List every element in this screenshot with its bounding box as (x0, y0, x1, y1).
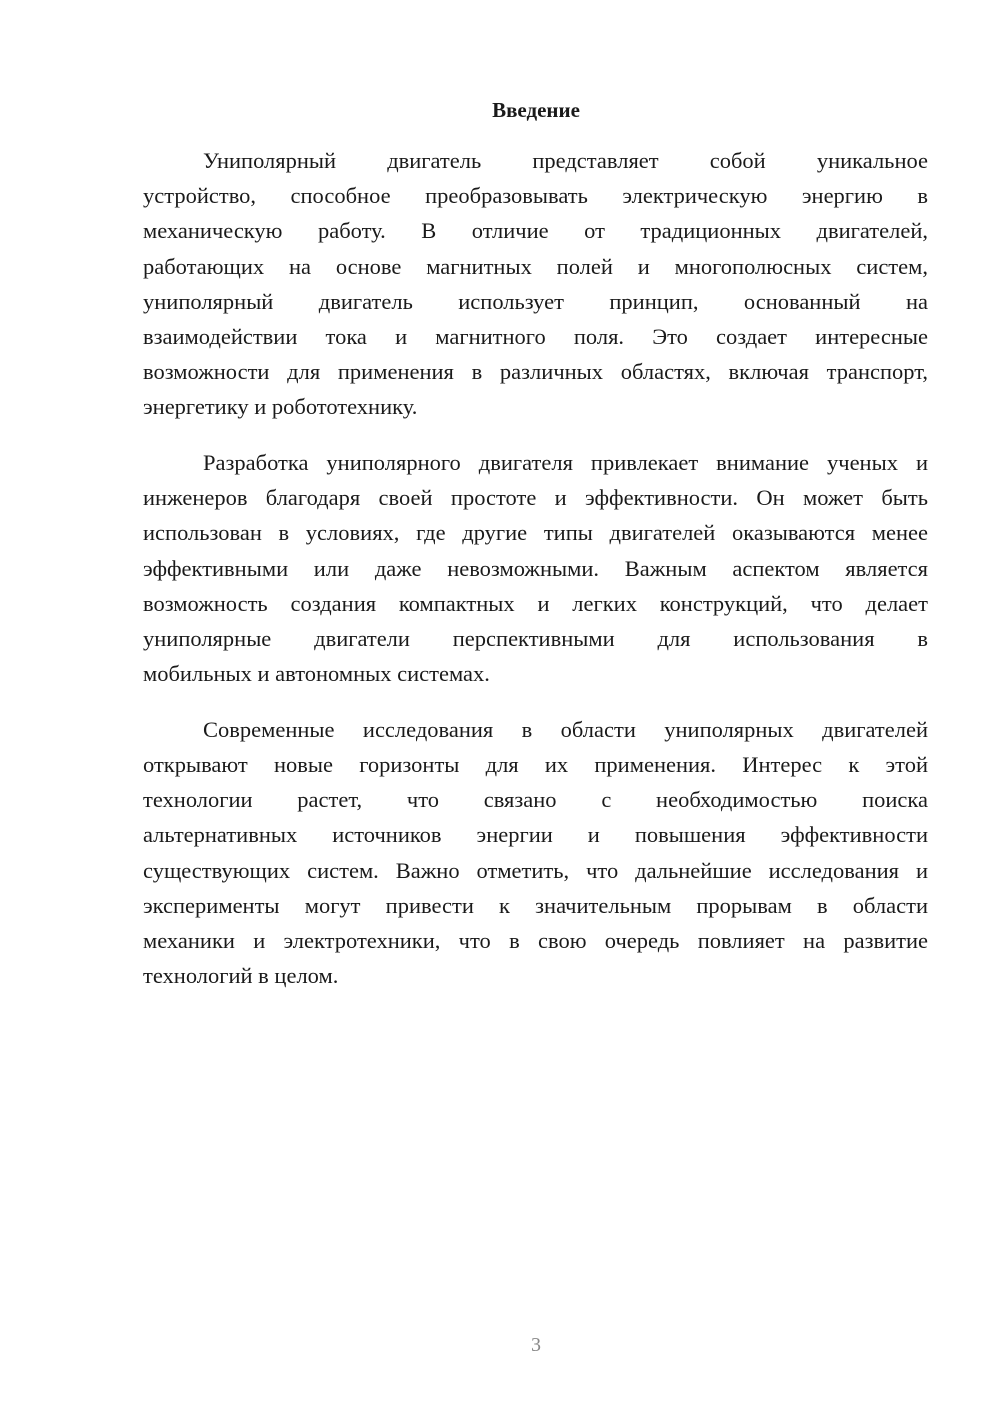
text-line: Разработка униполярного двигателя привлекает внимание ученых и (203, 450, 928, 475)
text-line: униполярный двигатель использует принцип, основанный на (143, 288, 928, 314)
text-line: возможность создания компактных и легких конструкций, что делает (143, 590, 928, 616)
section-title: Введение (492, 98, 580, 122)
text-line: инженеров благодаря своей простоте и эффективности. Он может быть (143, 485, 928, 511)
text-line: технологий в целом. (143, 963, 339, 989)
paragraph (143, 712, 928, 994)
page-number: 3 (531, 1334, 541, 1356)
text-line: мобильных и автономных системах. (143, 661, 490, 687)
text-line: технологии растет, что связано с необходимостью поиска (143, 787, 928, 813)
text-line: использован в условиях, где другие типы двигателей оказываются менее (143, 520, 928, 546)
text-line: альтернативных источников энергии и повышения эффективности (143, 822, 928, 848)
text-line: существующих систем. Важно отметить, что дальнейшие исследования и (143, 857, 928, 883)
text-line: возможности для применения в различных областях, включая транспорт, (143, 359, 928, 385)
paragraph (143, 445, 928, 691)
text-line: открывают новые горизонты для их применения. Интерес к этой (143, 752, 928, 777)
text-line: устройство, способное преобразовывать электрическую энергию в (143, 183, 928, 209)
text-line: Современные исследования в области униполярных двигателей (203, 716, 928, 742)
text-line: эксперименты могут привести к значительным прорывам в области (143, 892, 928, 918)
text-line: униполярные двигатели перспективными для использования в (143, 625, 928, 651)
text-line: Униполярный двигатель представляет собой уникальное (203, 148, 928, 173)
paragraph (143, 143, 928, 425)
text-line: механики и электротехники, что в свою очередь повлияет на развитие (143, 927, 928, 953)
text-line: энергетику и робототехнику. (143, 394, 418, 420)
text-line: работающих на основе магнитных полей и многополюсных систем, (143, 253, 928, 279)
text-line: механическую работу. В отличие от традиционных двигателей, (143, 218, 928, 244)
document-body (143, 143, 928, 1014)
text-line: взаимодействии тока и магнитного поля. Это создает интересные (143, 323, 928, 349)
text-line: эффективными или даже невозможными. Важным аспектом является (143, 555, 928, 581)
